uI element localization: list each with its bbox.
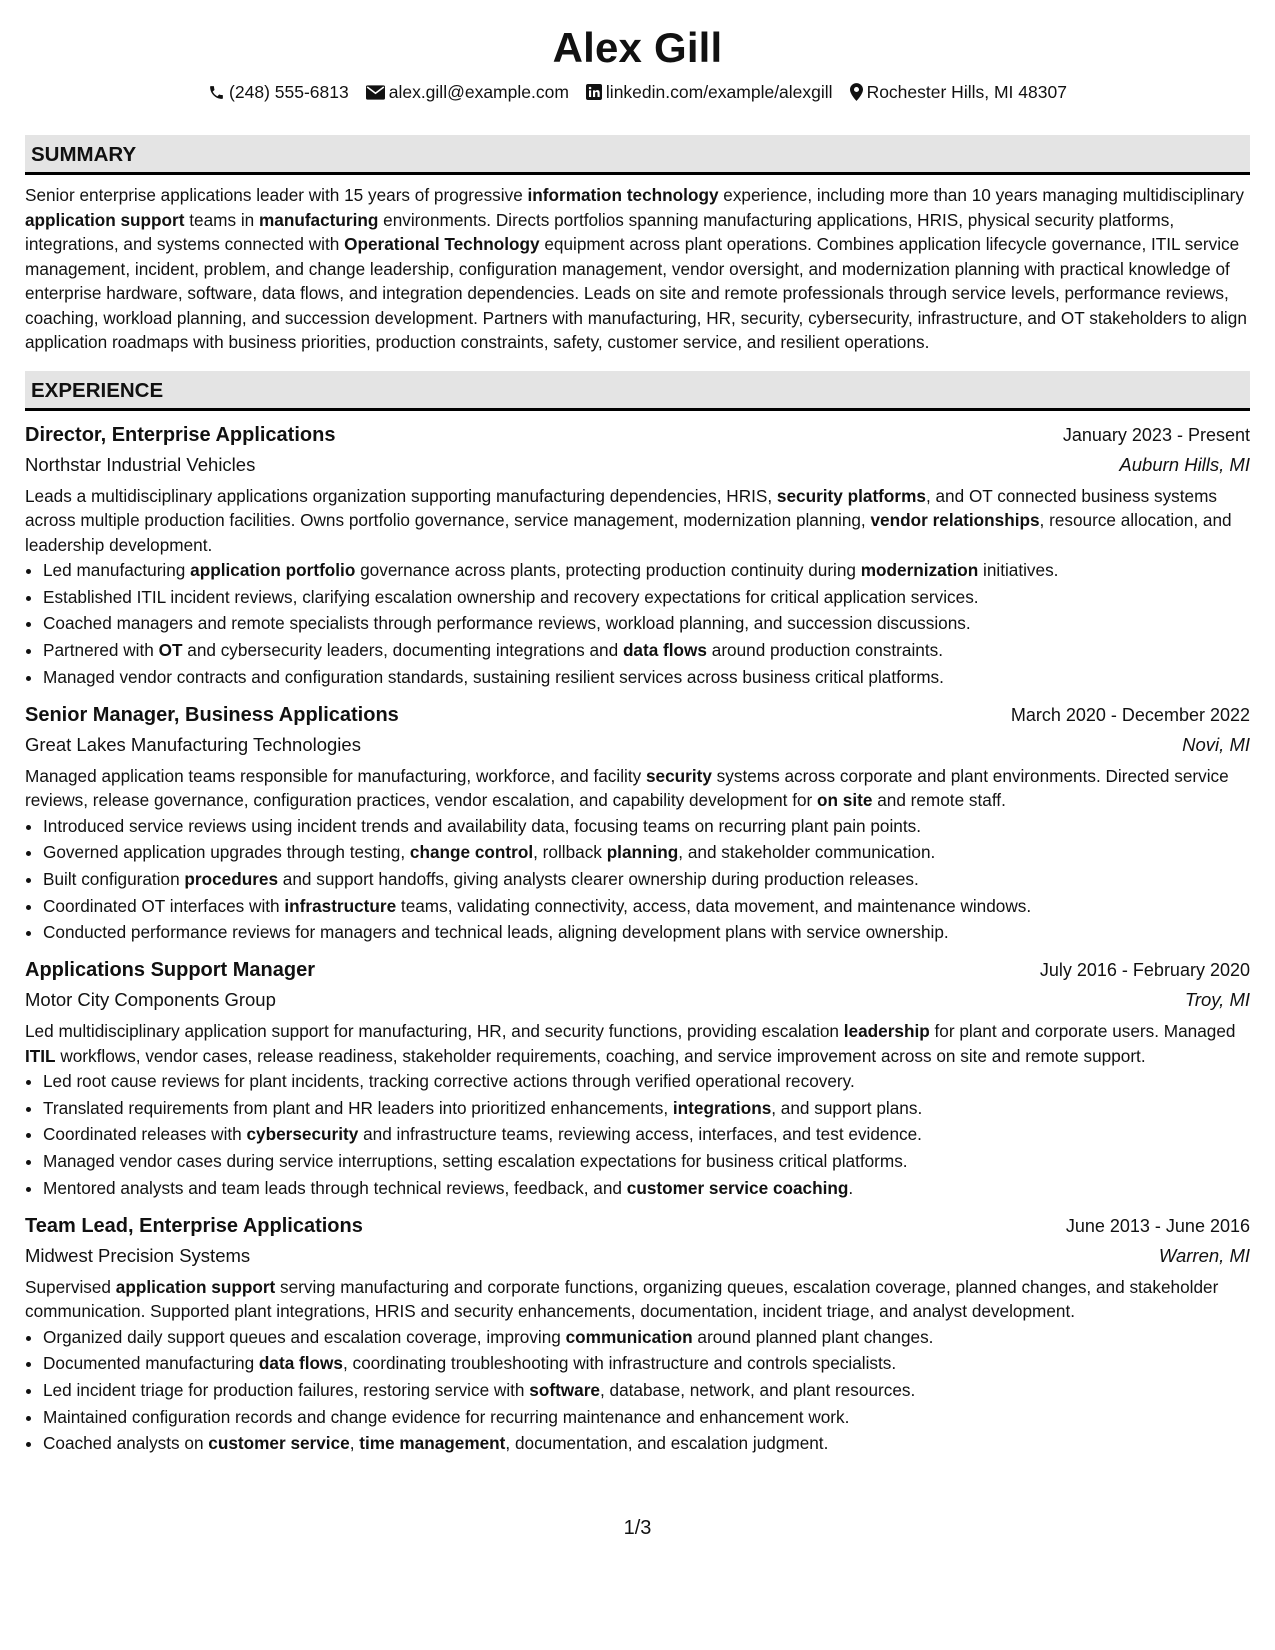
bullet-item: • Governed application upgrades through testing, change control, rollback planning, and stakeholder communication. (43, 839, 1250, 866)
contact-phone[interactable] (208, 80, 349, 104)
emphasis-text: Operational Technology (344, 234, 540, 254)
job-location: Novi, MI (1182, 733, 1250, 755)
job-dates: June 2013 - June 2016 (1065, 1215, 1250, 1236)
bullet-item: • Documented manufacturing data flows, coordinating troubleshooting with infrastructure and controls specialists. (43, 1350, 1250, 1377)
email-text: alex.gill@example.com (388, 82, 569, 102)
resume-page (25, 22, 1250, 1457)
job-bullets (25, 1068, 1250, 1202)
job-location: Warren, MI (1158, 1244, 1250, 1266)
bullet-item: • Mentored analysts and team leads through technical reviews, feedback, and customer service coaching. (43, 1175, 1250, 1202)
emphasis-text: customer service coaching (626, 1177, 849, 1198)
bullet-item: • Introduced service reviews using incident trends and availability data, focusing teams on recurring plant pain points. (43, 813, 1250, 840)
emphasis-text: software (529, 1379, 600, 1400)
emphasis-text: data flows (258, 1353, 343, 1374)
job-title: Director, Enterprise Applications (25, 423, 336, 446)
job-title: Team Lead, Enterprise Applications (25, 1214, 363, 1237)
job-title-row (25, 1211, 1250, 1241)
emphasis-text: communication (565, 1326, 693, 1347)
bullet-item: • Coached managers and remote specialists through performance reviews, workload planning, and succession discussions. (43, 610, 1250, 637)
emphasis-text: OT (158, 640, 183, 661)
job-dates: July 2016 - February 2020 (1039, 960, 1250, 981)
emphasis-text: procedures (184, 868, 279, 889)
experience-section (25, 371, 1250, 1458)
emphasis-text: application support (25, 209, 185, 230)
map-pin-icon (850, 83, 863, 101)
bullet-item: • Led root cause reviews for plant incidents, tracking corrective actions through verified operational recovery. (43, 1068, 1250, 1095)
bullet-item: • Partnered with OT and cybersecurity leaders, documenting integrations and data flows around production constraints. (43, 637, 1250, 664)
job-list (25, 420, 1250, 1458)
emphasis-text: vendor relationships (870, 510, 1040, 530)
envelope-icon (366, 85, 385, 100)
bullet-item: • Translated requirements from plant and HR leaders into prioritized enhancements, integrations, and support plans. (43, 1095, 1250, 1122)
contact-location (850, 80, 1067, 104)
job-description: Managed application teams responsible for manufacturing, workforce, and facility security systems across corporate and plant environments. Directed service reviews, release governance, configuration practices, vendor escalation, and capability development for on site and remote staff. (25, 765, 1229, 811)
bullet-item: • Coordinated OT interfaces with infrastructure teams, validating connectivity, access, data movement, and maintenance windows. (43, 893, 1250, 920)
emphasis-text: information technology (527, 185, 719, 205)
emphasis-text: ITIL (25, 1045, 56, 1066)
candidate-name: Alex Gill (552, 24, 723, 71)
summary-section (25, 135, 1250, 355)
job-company: Motor City Components Group (25, 989, 276, 1011)
job-company-row (25, 1241, 1250, 1271)
job-entry (25, 955, 1250, 1202)
job-title: Senior Manager, Business Applications (25, 703, 399, 726)
bullet-item: • Maintained configuration records and change evidence for recurring maintenance and enhancement work. (43, 1404, 1250, 1431)
bullet-item: • Conducted performance reviews for managers and technical leads, aligning development plans with service ownership. (43, 919, 1250, 946)
contact-email[interactable] (366, 80, 569, 104)
job-company-row (25, 730, 1250, 760)
job-company-row (25, 985, 1250, 1015)
job-title-row (25, 700, 1250, 730)
job-company: Great Lakes Manufacturing Technologies (25, 733, 361, 755)
summary-heading: SUMMARY (25, 135, 1250, 175)
bullet-item: • Coordinated releases with cybersecurity and infrastructure teams, reviewing access, interfaces, and test evidence. (43, 1121, 1250, 1148)
experience-heading: EXPERIENCE (25, 371, 1250, 411)
contact-linkedin[interactable] (586, 80, 833, 104)
job-bullets (25, 557, 1250, 691)
emphasis-text: security platforms (776, 485, 926, 506)
emphasis-text: change control (409, 842, 534, 863)
emphasis-text: planning (606, 842, 679, 863)
bullet-item: • Established ITIL incident reviews, clarifying escalation ownership and recovery expectations for critical application services. (43, 584, 1250, 611)
emphasis-text: application support (115, 1276, 276, 1297)
job-entry (25, 420, 1250, 691)
emphasis-text: infrastructure (284, 895, 397, 916)
emphasis-text: modernization (860, 560, 979, 580)
linkedin-icon (586, 84, 602, 100)
page-indicator: 1/3 (623, 1517, 652, 1539)
bullet-item: • Coached analysts on customer service, time management, documentation, and escalation judgment. (43, 1430, 1250, 1457)
emphasis-text: manufacturing (258, 209, 379, 230)
emphasis-text: cybersecurity (246, 1124, 359, 1145)
job-company: Northstar Industrial Vehicles (25, 453, 256, 475)
job-company-row (25, 450, 1250, 480)
job-title: Applications Support Manager (25, 959, 316, 982)
job-description: Led multidisciplinary application support for manufacturing, HR, and security functions, providing escalation leadership for plant and corporate users. Managed ITIL workflows, vendor cases, release readiness, stakeholder requirements, coaching, and service improvement across on site and remote support. (25, 1021, 1236, 1066)
bullet-item: • Managed vendor cases during service interruptions, setting escalation expectations for business critical platforms. (43, 1148, 1250, 1175)
summary-text: Senior enterprise applications leader with 15 years of progressive information technology experience, including more than 10 years managing multidisciplinary application support teams in manufacturing environments. Directs portfolios spanning manufacturing applications, HRIS, physical security platforms, integrations, and systems connected with Operational Technology equipment across plant operations. Combines application lifecycle governance, ITIL service management, incident, problem, and change leadership, configuration management, vendor oversight, and modernization planning with practical knowledge of enterprise hardware, software, data flows, and integration dependencies. Leads on site and remote professionals through service levels, performance reviews, coaching, workload planning, and succession development. Partners with manufacturing, HR, security, cybersecurity, infrastructure, and OT stakeholders to align application roadmaps with business priorities, production constraints, safety, customer service, and resilient operations. (25, 185, 1247, 352)
bullet-item: • Managed vendor contracts and configuration standards, sustaining resilient services across business critical platforms. (43, 664, 1250, 691)
job-dates: March 2020 - December 2022 (1010, 704, 1250, 725)
emphasis-text: on site (817, 790, 873, 811)
phone-text: (248) 555-6813 (229, 82, 349, 102)
emphasis-text: time management (359, 1433, 506, 1454)
bullet-item: • Led incident triage for production failures, restoring service with software, database, network, and plant resources. (43, 1377, 1250, 1404)
contact-bar (25, 80, 1250, 104)
bullet-item: • Built configuration procedures and support handoffs, giving analysts clearer ownership during production releases. (43, 866, 1250, 893)
linkedin-text: linkedin.com/example/alexgill (605, 82, 833, 102)
emphasis-text: customer service (208, 1433, 350, 1454)
job-description: Leads a multidisciplinary applications organization supporting manufacturing dependencies, HRIS, security platforms, and OT connected business systems across multiple production facilities. Owns portfolio governance, service management, modernization planning, vendor relationships, resource allocation, and leadership development. (25, 485, 1232, 555)
job-company: Midwest Precision Systems (25, 1244, 251, 1266)
job-title-row (25, 955, 1250, 985)
location-text: Rochester Hills, MI 48307 (866, 82, 1067, 102)
job-description: Supervised application support serving manufacturing and corporate functions, organizing queues, escalation coverage, planned changes, and stakeholder communication. Supported plant integrations, HRIS and security enhancements, documentation, incident triage, and analyst development. (25, 1276, 1219, 1322)
job-bullets (25, 813, 1250, 947)
emphasis-text: security (645, 765, 712, 786)
job-entry (25, 700, 1250, 947)
bullet-item: • Organized daily support queues and escalation coverage, improving communication around planned plant changes. (43, 1324, 1250, 1351)
phone-icon (208, 84, 225, 101)
emphasis-text: leadership (843, 1021, 930, 1042)
emphasis-text: integrations (672, 1097, 772, 1118)
bullet-item: • Led manufacturing application portfolio governance across plants, protecting production continuity during modernization initiatives. (43, 557, 1250, 584)
emphasis-text: data flows (622, 640, 707, 661)
job-bullets (25, 1324, 1250, 1458)
job-location: Auburn Hills, MI (1119, 453, 1250, 475)
emphasis-text: application portfolio (190, 560, 356, 580)
job-title-row (25, 420, 1250, 450)
job-entry (25, 1211, 1250, 1458)
job-dates: January 2023 - Present (1062, 424, 1250, 445)
job-location: Troy, MI (1184, 989, 1250, 1011)
